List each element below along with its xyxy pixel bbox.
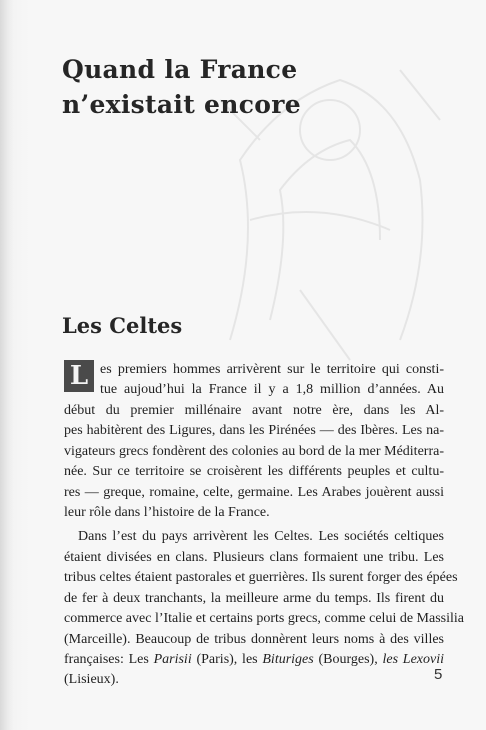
text-line: Dans l’est du pays arrivèrent les Celtes. Les sociétés celtiques — [78, 529, 444, 544]
text-line: tue aujoud’hui la France il y a 1,8 million d’années. Au — [100, 382, 444, 397]
text-line: tribus celtes étaient pastorales et guerrières. Ils surent forger des épées — [64, 570, 458, 585]
text-line-with-names — [64, 650, 444, 670]
text-fragment: (Bourges), — [313, 652, 383, 667]
text-fragment: françaises: Les — [64, 652, 154, 667]
text-line: (Marceille). Beaucoup de tribus donnèrent leurs noms à des villes — [64, 632, 444, 647]
text-line: étaient divisées en clans. Plusieurs clans formaient une tribu. Les — [64, 550, 444, 565]
page-number: 5 — [434, 666, 443, 683]
text-line: pes habitèrent des Ligures, dans les Pirénées — des Ibères. Les na- — [64, 423, 444, 438]
text-line: commerce avec l’Italie et certains ports grecs, comme celui de Massilia — [64, 611, 464, 626]
tribe-name-bituriges: Bituriges — [262, 652, 314, 667]
text-line: née. Sur ce territoire se croisèrent les différents peuples et cultu- — [64, 464, 444, 479]
section-heading: Les Celtes — [62, 313, 183, 338]
chapter-title-line-1: Quand la France — [62, 55, 298, 84]
text-line: vigateurs grecs fondèrent des colonies au bord de la mer Méditerra- — [64, 444, 444, 459]
text-line: res — greque, romaine, celte, germaine. Les Arabes jouèrent aussi — [64, 485, 444, 500]
tribe-name-parisii: Parisii — [153, 652, 192, 667]
chapter-title-line-2: n’existait encore — [62, 90, 301, 119]
text-fragment: (Paris), les — [191, 652, 263, 667]
drop-cap-letter: L — [64, 360, 94, 392]
text-line: début du premier millénaire avant notre ère, dans les Al- — [64, 403, 444, 418]
tribe-name-lexovii: les Lexovii — [382, 652, 444, 667]
text-line: es premiers hommes arrivèrent sur le territoire qui consti- — [100, 362, 444, 377]
text-line: (Lisieux). — [64, 672, 119, 687]
chapter-title — [62, 52, 442, 122]
text-line: de fer à deux tranchants, la meilleure arme du temps. Ils firent du — [64, 591, 444, 606]
text-line: leur rôle dans l’histoire de la France. — [64, 505, 270, 520]
